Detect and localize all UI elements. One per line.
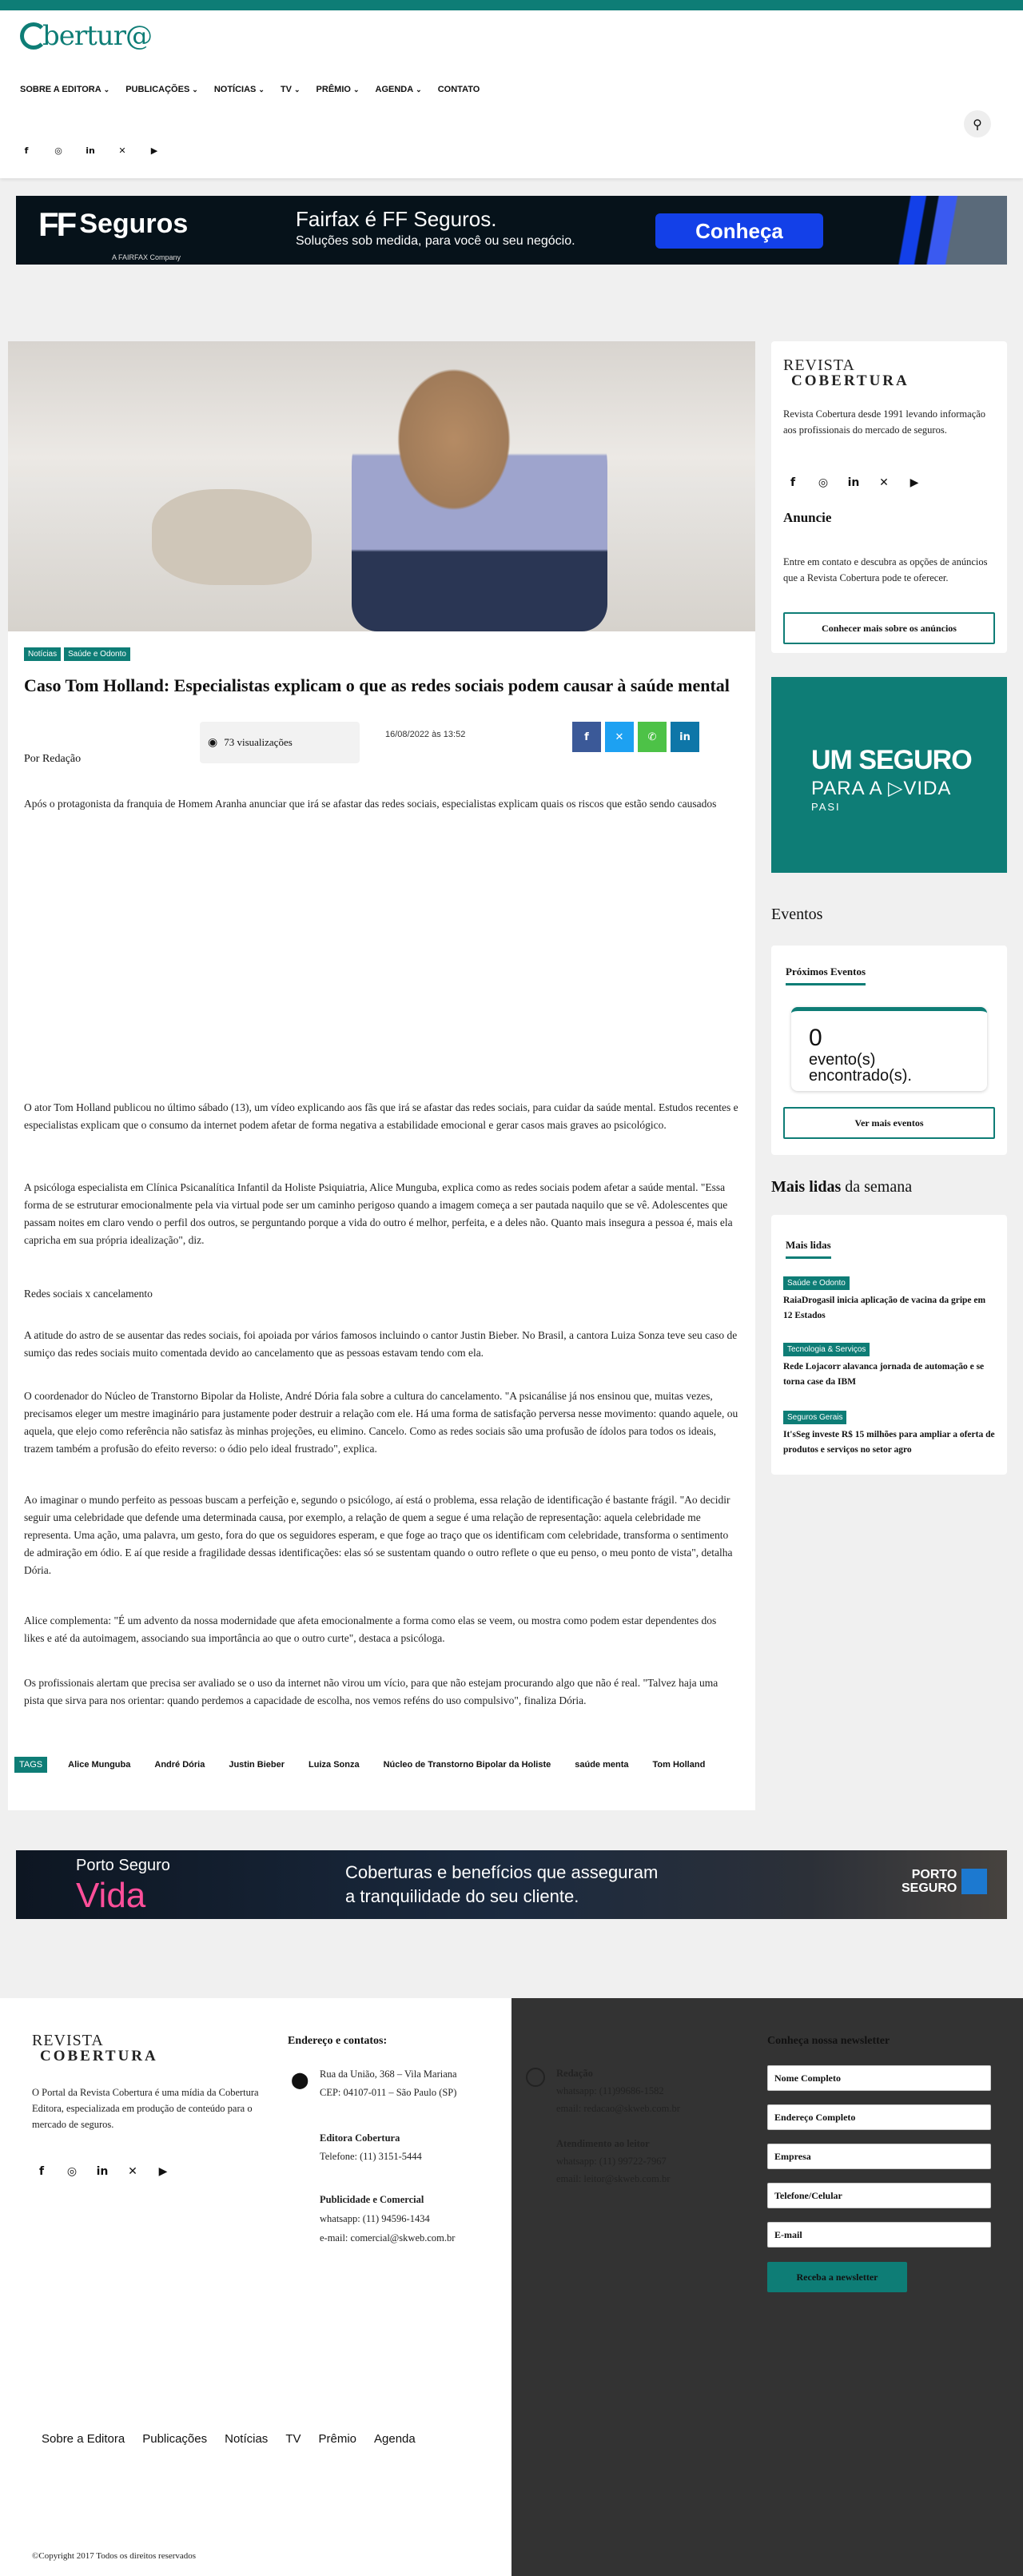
- newsletter-address-input[interactable]: Endereço Completo: [767, 2104, 991, 2130]
- search-button[interactable]: [964, 110, 991, 137]
- logo-text: bertur@: [42, 20, 152, 52]
- footer-leitor-email: email: leitor@skweb.com.br: [556, 2173, 671, 2184]
- ad-brand-word: Seguros: [79, 209, 189, 239]
- porto-seguro-logo: [902, 1868, 987, 1895]
- hero-person: [352, 357, 607, 631]
- top-accent-bar: [0, 0, 1023, 10]
- share-facebook-button[interactable]: f: [572, 722, 601, 752]
- chevron-down-icon: ⌄: [352, 86, 360, 94]
- footer-address-line2: CEP: 04107-011 – São Paulo (SP): [320, 2087, 457, 2098]
- linkedin-icon[interactable]: in: [96, 2165, 109, 2178]
- footer-address-heading: Endereço e contatos:: [288, 2035, 388, 2047]
- share-whatsapp-button[interactable]: ✆: [638, 722, 667, 752]
- footer-redacao-heading: Redação: [556, 2068, 593, 2079]
- tag-link[interactable]: Justin Bieber: [221, 1757, 293, 1773]
- instagram-icon[interactable]: ◎: [818, 476, 829, 489]
- revista-line1: REVISTA: [783, 356, 855, 374]
- porto-logo-line2: SEGURO: [902, 1881, 957, 1895]
- footer-leitor-whatsapp: whatsapp: (11) 99722-7967: [556, 2156, 667, 2167]
- linkedin-icon[interactable]: in: [86, 145, 95, 156]
- footer-revista-line1: REVISTA: [32, 2032, 104, 2049]
- mais-lidas-tag[interactable]: Tecnologia & Serviços: [783, 1343, 870, 1356]
- footer-redacao-email: email: redacao@skweb.com.br: [556, 2103, 680, 2114]
- mais-lidas-title[interactable]: Rede Lojacorr alavanca jornada de automação e se torna case da IBM: [783, 1362, 985, 1387]
- article-categories: [24, 647, 133, 661]
- footer-leitor-heading: Atendimento ao leitor: [556, 2138, 650, 2149]
- article-paragraph: O coordenador do Núcleo de Transtorno Bipolar da Holiste, André Dória fala sobre a cultura do cancelamento. "A psicanálise já nos ensinou que, muitas vezes, precisamos eleger um mestre imaginário para justamente poder destruir a relação com ele. Há uma forma de satisfação perversa nesse movimento: quando aquele, ou aquela, que elejo como referência não satisfaz às minhas projeções, eu elimino. Cancelo. Como as redes sociais são uma profusão de ídolos para todos os ideais, trazem também a profusão do efeito reverso: o ódio pelo ideal frustrado", explica.: [24, 1390, 738, 1455]
- facebook-icon[interactable]: f: [38, 2165, 45, 2178]
- newsletter-heading: Conheça nossa newsletter: [767, 2035, 890, 2047]
- facebook-icon[interactable]: f: [24, 145, 29, 156]
- ad-cta-button[interactable]: Conheça: [655, 213, 823, 249]
- footer-about-text: O Portal da Revista Cobertura é uma mídia da Cobertura Editora, especializada em produção de conteúdo para o mercado de seguros.: [32, 2087, 259, 2130]
- youtube-icon[interactable]: ▶: [158, 2165, 168, 2178]
- sidebar-about-text: Revista Cobertura desde 1991 levando informação aos profissionais do mercado de seguros.: [783, 408, 986, 436]
- nav-item-noticias[interactable]: NOTÍCIAS ⌄: [213, 85, 265, 94]
- tag-link[interactable]: Luiza Sonza: [301, 1757, 368, 1773]
- article-title: Caso Tom Holland: Especialistas explicam o que as redes sociais podem causar à saúde mental: [24, 675, 730, 695]
- ad-porto-brand: Porto Seguro: [76, 1857, 170, 1874]
- tag-link[interactable]: Alice Munguba: [60, 1757, 138, 1773]
- sidebar-social-links: [783, 473, 924, 492]
- share-buttons: [572, 722, 699, 752]
- views-counter: [200, 722, 360, 763]
- article-paragraph: Alice complementa: "É um advento da nossa modernidade que afeta emocionalmente a forma como elas se veem, ou mostra como podem estar dependentes dos likes e até da autoimagem, associando sua importância ao que o outro curte", destaca a psicóloga.: [24, 1614, 717, 1644]
- mais-lidas-item[interactable]: [783, 1275, 995, 1324]
- chevron-down-icon: ⌄: [416, 86, 422, 94]
- footer-social-links: [32, 2162, 173, 2181]
- article-paragraph: O ator Tom Holland publicou no último sábado (13), um vídeo explicando aos fãs que irá se afastar das redes sociais, para cuidar da saúde mental. Estudos recentes e especialistas explicam que o consumo da internet podem afetar de forma negativa a estabilidade emocional e gerar casos mais graves ao psicológico.: [24, 1101, 738, 1131]
- twitter-icon[interactable]: ✕: [118, 145, 126, 156]
- site-logo[interactable]: [20, 20, 152, 52]
- nav-item-premio[interactable]: PRÊMIO ⌄: [316, 85, 360, 94]
- porto-logo-line1: PORTO: [911, 1868, 957, 1881]
- footer-revista-logo: [32, 2033, 158, 2064]
- ad-brand: [38, 205, 189, 261]
- share-linkedin-button[interactable]: in: [671, 722, 699, 752]
- footer-nav-publicacoes[interactable]: Publicações: [142, 2432, 208, 2446]
- footer-nav-tv[interactable]: TV: [285, 2432, 301, 2446]
- tags-label: TAGS: [14, 1757, 47, 1773]
- chevron-down-icon: ⌄: [294, 86, 301, 94]
- newsletter-submit-button[interactable]: Receba a newsletter: [767, 2262, 907, 2292]
- footer-pub-heading: Publicidade e Comercial: [320, 2194, 424, 2205]
- instagram-icon[interactable]: ◎: [66, 2165, 78, 2178]
- mais-lidas-title[interactable]: It'sSeg investe R$ 15 milhões para ampliar a oferta de produtos e serviços no setor agro: [783, 1430, 995, 1455]
- ad-banner-porto-seguro[interactable]: [16, 1850, 1007, 1919]
- mais-lidas-title[interactable]: RaiaDrogasil inicia aplicação de vacina da gripe em 12 Estados: [783, 1296, 986, 1320]
- side-ad-line2: PARA A ▷VIDA: [811, 778, 952, 799]
- ad-subline: Soluções sob medida, para você ou seu negócio.: [296, 234, 575, 248]
- hero-cushion: [152, 489, 312, 585]
- category-tag[interactable]: Notícias: [24, 647, 61, 661]
- tag-link[interactable]: saúde menta: [567, 1757, 636, 1773]
- anuncie-text: Entre em contato e descubra as opções de anúncios que a Revista Cobertura pode te oferecer.: [783, 556, 988, 583]
- footer-pub-whatsapp: whatsapp: (11) 94596-1434: [320, 2213, 430, 2224]
- footer-revista-line2: COBERTURA: [40, 2048, 158, 2064]
- share-twitter-button[interactable]: ✕: [605, 722, 634, 752]
- main-nav: [20, 85, 480, 94]
- search-icon: ⚲: [973, 116, 982, 132]
- instagram-icon[interactable]: ◎: [54, 145, 62, 156]
- nav-item-tv[interactable]: TV ⌄: [280, 85, 301, 94]
- youtube-icon[interactable]: ▶: [150, 145, 158, 156]
- newsletter-name-input[interactable]: Nome Completo: [767, 2065, 991, 2091]
- header-social-links: [20, 144, 161, 157]
- nav-item-publicacoes[interactable]: PUBLICAÇÕES ⌄: [125, 85, 198, 94]
- footer-nav-premio[interactable]: Prêmio: [318, 2432, 356, 2446]
- newsletter-phone-input[interactable]: Telefone/Celular: [767, 2183, 991, 2208]
- nav-item-sobre[interactable]: SOBRE A EDITORA ⌄: [20, 85, 110, 94]
- map-pin-icon: ⬤: [291, 2070, 309, 2089]
- nav-item-agenda[interactable]: AGENDA ⌄: [375, 85, 422, 94]
- ad-arrows-graphic: [863, 196, 1007, 265]
- nav-item-contato[interactable]: CONTATO: [437, 85, 480, 94]
- tag-link[interactable]: André Dória: [146, 1757, 213, 1773]
- tab-mais-lidas[interactable]: Mais lidas: [786, 1239, 831, 1259]
- twitter-icon[interactable]: ✕: [879, 476, 889, 489]
- category-tag[interactable]: Saúde e Odonto: [64, 647, 130, 661]
- tab-proximos-eventos[interactable]: Próximos Eventos: [786, 966, 866, 985]
- article-lead: Após o protagonista da franquia de Homem Aranha anunciar que irá se afastar das redes sociais, especialistas explicam quais os riscos que estão sendo causados: [24, 798, 717, 810]
- ad-headline: Fairfax é FF Seguros.: [296, 207, 497, 231]
- article-paragraph: Os profissionais alertam que precisa ser avaliado se o uso da internet não virou um vício, para que não estejam procurando algo que não é real. "Talvez haja uma pista que sirva para nos orientar: quando perdemos a capacidade de escolha, nos vemos reféns do uso compulsivo", finaliza Dória.: [24, 1677, 718, 1706]
- article-date: 16/08/2022 às 13:52: [385, 730, 466, 739]
- mais-lidas-heading: [771, 1178, 912, 1196]
- chevron-down-icon: ⌄: [192, 86, 198, 94]
- anuncie-title: Anuncie: [783, 510, 832, 525]
- events-count: 0: [809, 1025, 822, 1051]
- mais-lidas-tag[interactable]: Seguros Gerais: [783, 1411, 846, 1424]
- article-paragraph: Ao imaginar o mundo perfeito as pessoas buscam a perfeição e, segundo o psicólogo, aí está o problema, essa relação de identificação é bastante frágil. "Ao decidir seguir uma celebridade que defende uma determinada causa, por exemplo, a relação de quem a segue é uma relação de representação: aquela celebridade me representa. Uma ação, uma palavra, um gesto, fora do que os seguidores esperam, e que foge ao traço que os identificam com celebridade, transforma o sentimento de admiração em ódio. E aí que reside a fragilidade dessas identificações: elas só se sustentam quando o outro reflete o que eu penso, o meu ponto de vista", detalha Dória.: [24, 1494, 733, 1576]
- views-label: 73 visualizações: [224, 736, 293, 748]
- mais-lidas-heading-bold: Mais lidas: [771, 1178, 842, 1196]
- mais-lidas-heading-rest: da semana: [841, 1178, 913, 1196]
- twitter-icon[interactable]: ✕: [128, 2165, 137, 2178]
- tag-link[interactable]: Tom Holland: [645, 1757, 714, 1773]
- eye-icon: ◉: [208, 736, 218, 749]
- footer-redacao-whatsapp: whatsapp: (11)99686-1582: [556, 2085, 664, 2096]
- footer-nav-agenda[interactable]: Agenda: [374, 2432, 416, 2446]
- article-tags: [14, 1757, 750, 1773]
- article-paragraph: A psicóloga especialista em Clínica Psicanalítica Infantil da Holiste Psiquiatria, Alice Munguba, explica como as redes sociais podem afetar a saúde mental. "Essa forma de se estruturar emocionalmente pela via virtual pode ser um caminho perigoso quando a imagem começa a ser pautada naquilo que se vê. Adolescentes que passam noites em claro vendo o perfil dos outros, se perguntando porque a vida do outro é melhor, perfeita, e a deles não. Quanto mais insegura a pessoa é, mais ela capricha em sua própria idealização", diz.: [24, 1181, 733, 1246]
- linkedin-icon[interactable]: in: [847, 476, 860, 489]
- ad-message-line1: Coberturas e benefícios que asseguram: [345, 1862, 659, 1882]
- mais-lidas-item[interactable]: [783, 1341, 995, 1390]
- sidebar-ad-pasi[interactable]: [771, 677, 1007, 873]
- copyright: ©Copyright 2017 Todos os direitos reservados: [32, 2551, 197, 2561]
- tag-link[interactable]: Núcleo de Transtorno Bipolar da Holiste: [376, 1757, 559, 1773]
- anuncie-button[interactable]: Conhecer mais sobre os anúncios: [783, 612, 995, 644]
- footer-editora-heading: Editora Cobertura: [320, 2132, 400, 2144]
- footer-address-line1: Rua da União, 368 – Vila Mariana: [320, 2068, 457, 2080]
- article-hero-image: [8, 341, 755, 631]
- footer-editora-phone: Telefone: (11) 3151-5444: [320, 2151, 422, 2162]
- ad-vida-word: Vida: [76, 1876, 146, 1915]
- newsletter-email-input[interactable]: E-mail: [767, 2222, 991, 2248]
- facebook-icon[interactable]: f: [790, 476, 796, 489]
- newsletter-company-input[interactable]: Empresa: [767, 2144, 991, 2169]
- phone-icon: [526, 2068, 545, 2087]
- article-author: Por Redação: [24, 753, 82, 765]
- youtube-icon[interactable]: ▶: [910, 476, 919, 489]
- article-paragraph: A atitude do astro de se ausentar das redes sociais, foi apoiada por vários famosos incluindo o cantor Justin Bieber. No Brasil, a cantora Luiza Sonza teve seu caso de sumiço das redes sociais muito comentada devido ao cancelamento que as pessoas estavam tendo com ela.: [24, 1329, 738, 1359]
- side-ad-line3: PASI: [811, 801, 841, 813]
- chevron-down-icon: ⌄: [258, 86, 265, 94]
- ad-brand-mark: FF: [38, 205, 75, 243]
- ad-message-line2: a tranquilidade do seu cliente.: [345, 1886, 579, 1906]
- events-more-button[interactable]: Ver mais eventos: [783, 1107, 995, 1139]
- ad-banner-ff-seguros[interactable]: [16, 196, 1007, 265]
- footer-nav: [42, 2432, 475, 2455]
- mais-lidas-tag[interactable]: Saúde e Odonto: [783, 1276, 850, 1290]
- mais-lidas-item[interactable]: [783, 1409, 995, 1458]
- ad-brand-sub: A FAIRFAX Company: [112, 253, 181, 261]
- events-found-text: evento(s) encontrado(s).: [809, 1051, 912, 1085]
- revista-line2: COBERTURA: [791, 372, 910, 389]
- footer-nav-contato[interactable]: Contato: [433, 2432, 476, 2455]
- chevron-down-icon: ⌄: [103, 86, 110, 94]
- footer-pub-email: e-mail: comercial@skweb.com.br: [320, 2232, 456, 2244]
- events-heading: Eventos: [771, 906, 823, 923]
- footer-nav-sobre[interactable]: Sobre a Editora: [42, 2432, 125, 2446]
- side-ad-line1: UM SEGURO: [811, 745, 972, 775]
- article-subheading: Redes sociais x cancelamento: [24, 1288, 153, 1300]
- footer-nav-noticias[interactable]: Notícias: [225, 2432, 269, 2446]
- porto-logo-mark: [961, 1869, 987, 1894]
- sidebar-revista-logo: [783, 357, 910, 389]
